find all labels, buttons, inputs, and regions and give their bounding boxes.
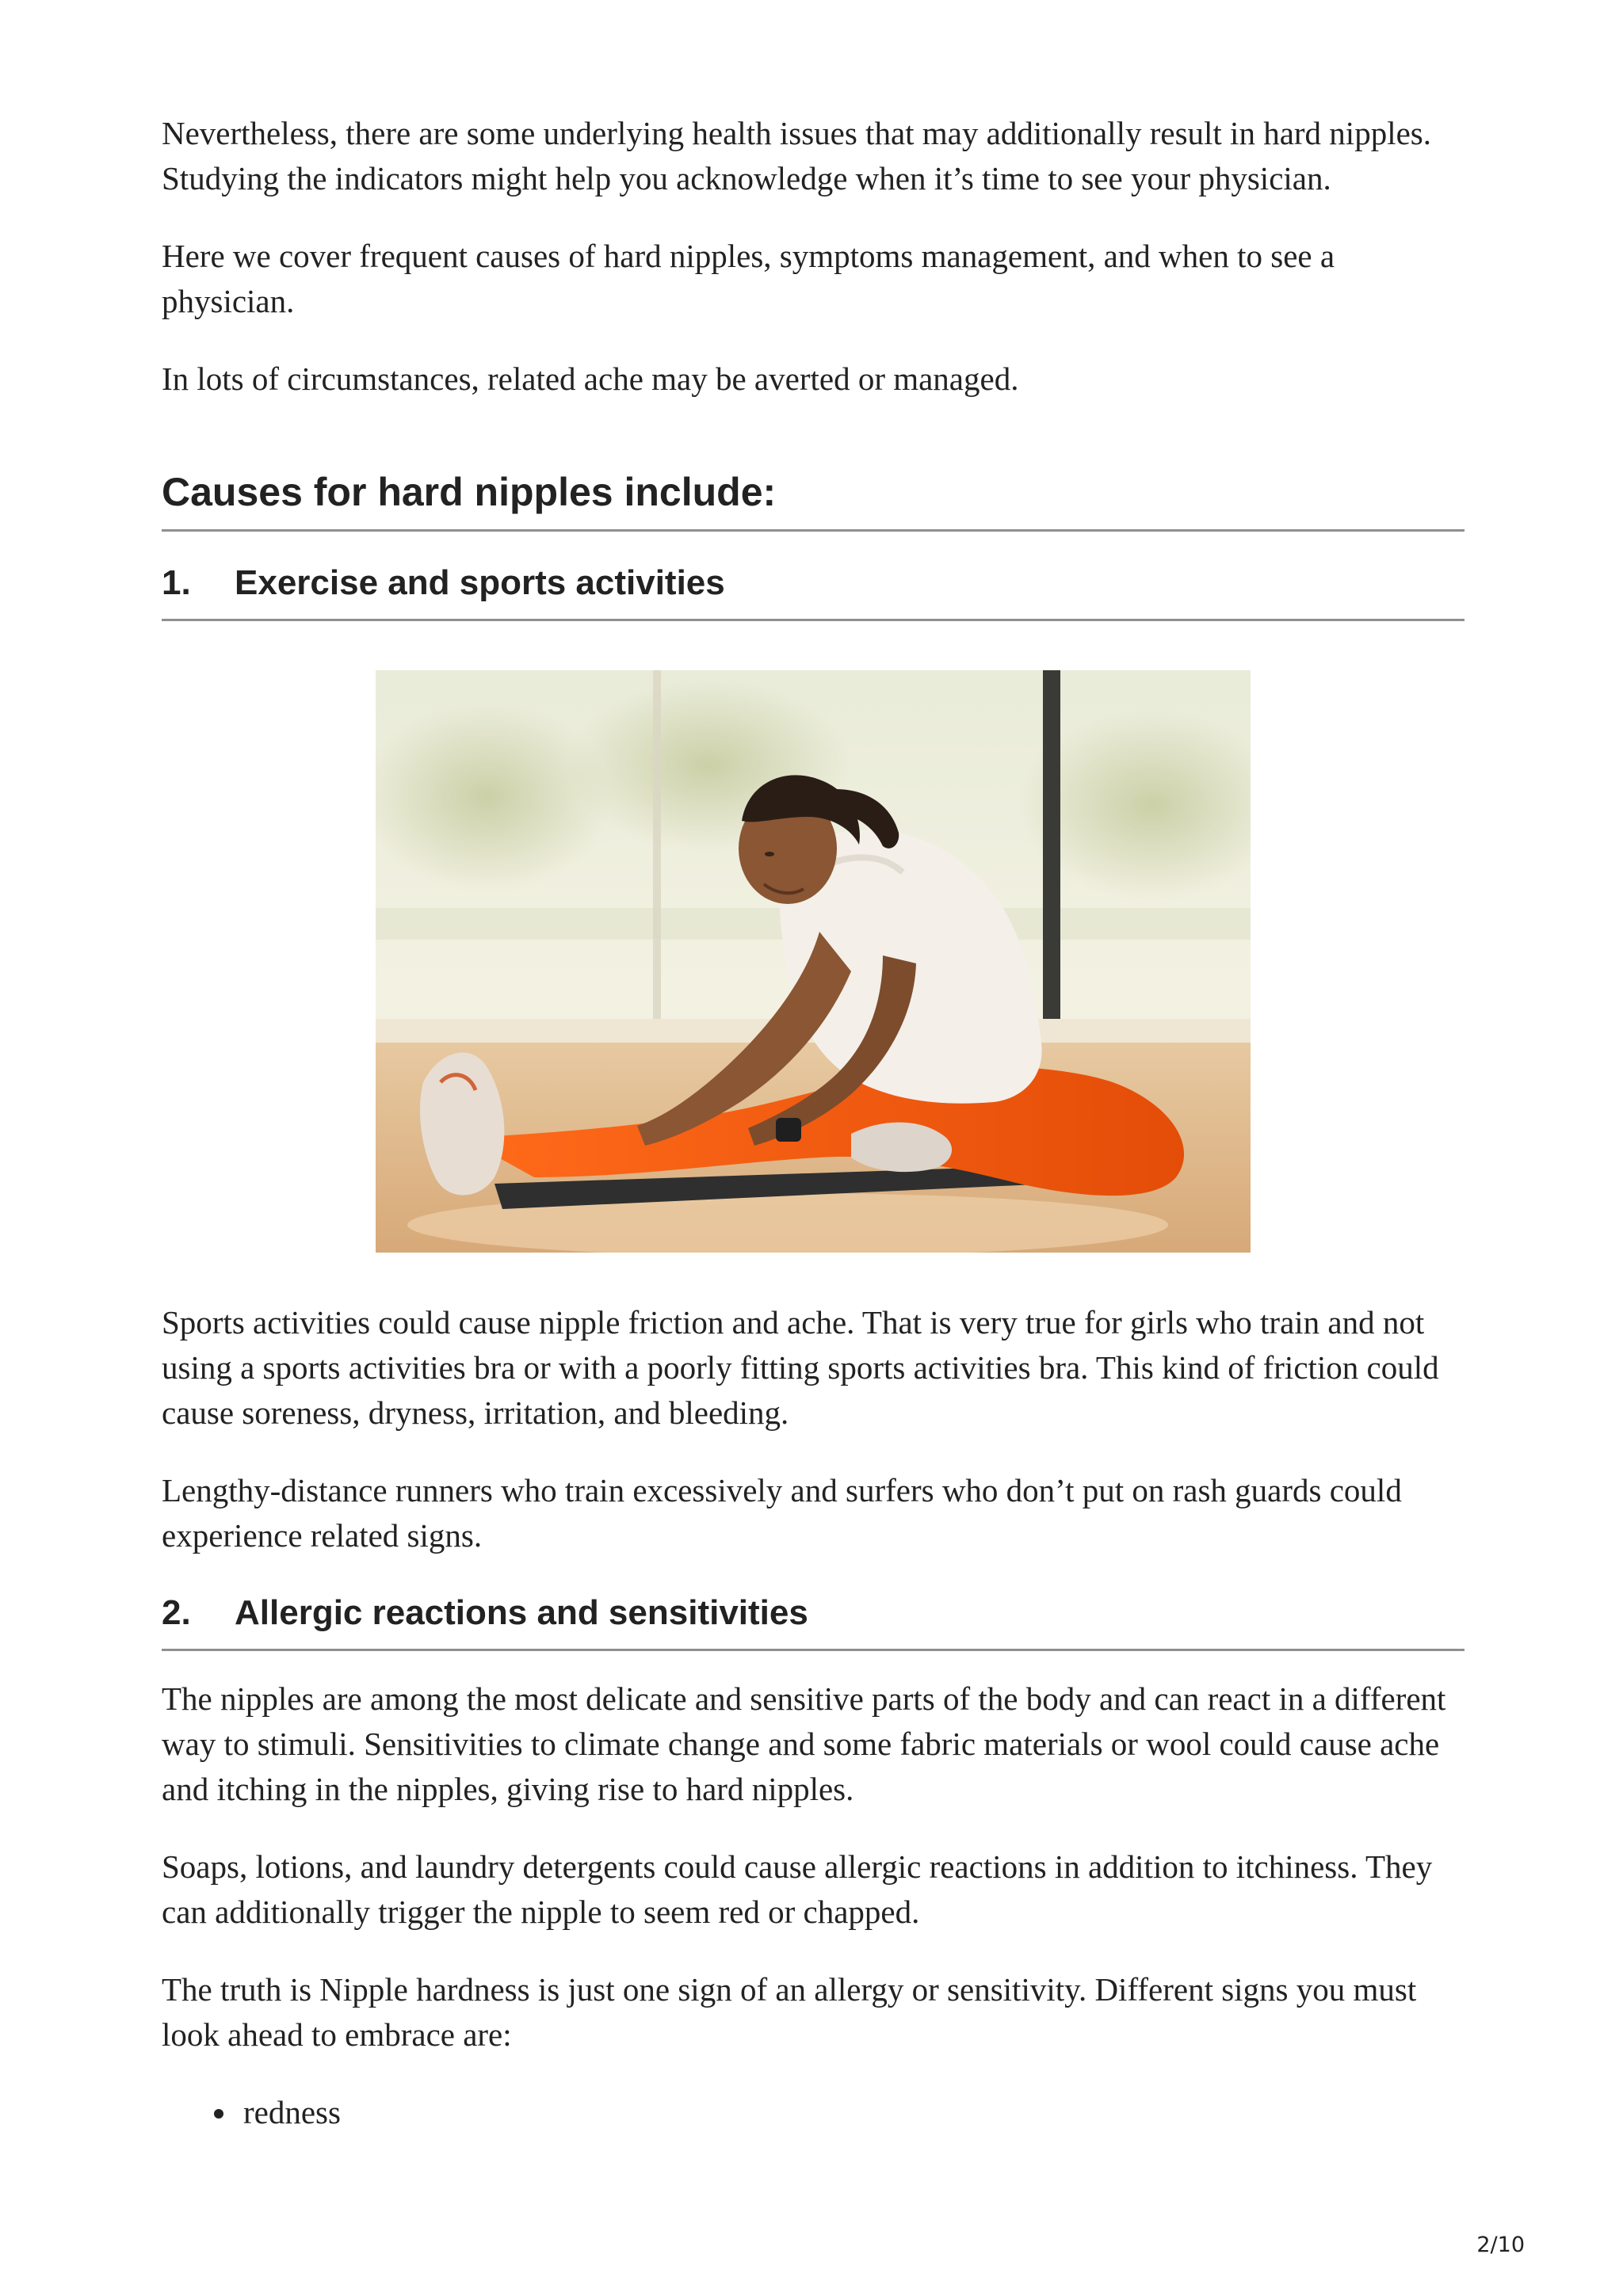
section-2-paragraph-1: The nipples are among the most delicate and sensitive parts of the body and can react in a different way to stimuli. Sensitivities to climate change and some fabric materials or wool could cause ache and itching in the nipples, giving rise to hard nipples. <box>162 1680 1446 1807</box>
section-1-number: 1. <box>162 563 191 602</box>
section-2-title: Allergic reactions and sensitivities <box>235 1593 808 1632</box>
list-item: redness <box>208 2090 1465 2135</box>
section-2-heading <box>162 1592 1465 1651</box>
intro-paragraph-1: Nevertheless, there are some underlying health issues that may additionally result in hard nipples. Studying the indicators might help you acknowledge when it’s time to see your physician. <box>162 115 1431 196</box>
page-number: 2/10 <box>1476 2233 1525 2257</box>
section-1-paragraph-2: Lengthy-distance runners who train excessively and surfers who don’t put on rash guards could experience related signs. <box>162 1472 1402 1554</box>
intro-paragraph-3: In lots of circumstances, related ache may be averted or managed. <box>162 360 1019 397</box>
section-2-paragraph-3: The truth is Nipple hardness is just one sign of an allergy or sensitivity. Different signs you must look ahead to embrace are: <box>162 1971 1417 2053</box>
section-1-heading <box>162 562 1465 621</box>
intro-paragraph-2: Here we cover frequent causes of hard nipples, symptoms management, and when to see a physician. <box>162 238 1335 319</box>
symptom-list <box>162 2090 1465 2135</box>
section-2-paragraph-2: Soaps, lotions, and laundry detergents could cause allergic reactions in addition to itchiness. They can additionally trigger the nipple to seem red or chapped. <box>162 1848 1433 1930</box>
stretching-woman-photo <box>376 670 1251 1253</box>
section-1-title: Exercise and sports activities <box>235 563 725 602</box>
section-2-number: 2. <box>162 1593 191 1632</box>
section-1-paragraph-1: Sports activities could cause nipple friction and ache. That is very true for girls who train and not using a sports activities bra or with a poorly fitting sports activities bra. This kind of friction could cause soreness, dryness, irritation, and bleeding. <box>162 1304 1439 1431</box>
article-content <box>162 111 1465 2135</box>
causes-heading: Causes for hard nipples include: <box>162 467 1465 532</box>
